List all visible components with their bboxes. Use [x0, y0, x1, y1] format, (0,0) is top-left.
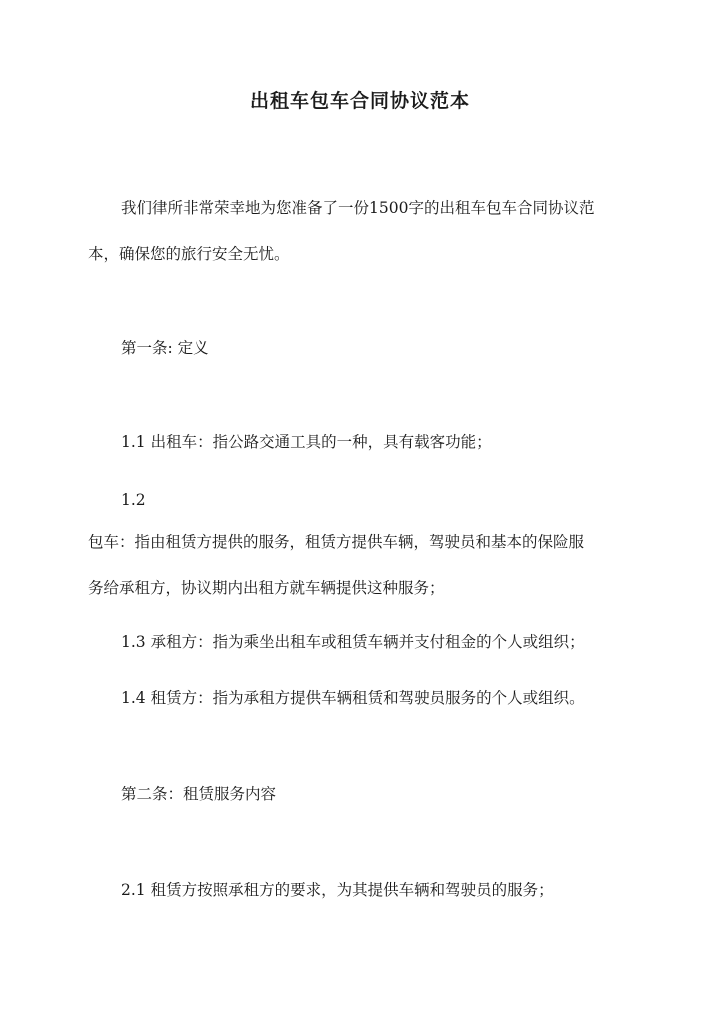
article-1-heading: 第一条: 定义: [121, 339, 209, 357]
intro-line-1: 我们律所非常荣幸地为您准备了一份1500字的出租车包车合同协议范: [121, 199, 595, 217]
clause-2-1: 2.1 租赁方按照承租方的要求，为其提供车辆和驾驶员的服务；: [121, 881, 554, 899]
clause-1-4: 1.4 租赁方：指为承租方提供车辆租赁和驾驶员服务的个人或组织。: [121, 689, 585, 707]
article-2-heading: 第二条：租赁服务内容: [121, 785, 277, 803]
clause-1-2-number: 1.2: [121, 491, 146, 509]
intro-line-2: 本，确保您的旅行安全无忧。: [88, 245, 290, 263]
clause-1-1: 1.1 出租车：指公路交通工具的一种，具有载客功能；: [121, 433, 492, 451]
clause-1-2-line-1: 包车：指由租赁方提供的服务，租赁方提供车辆，驾驶员和基本的保险服: [88, 533, 585, 551]
document-title: 出租车包车合同协议范本: [249, 90, 470, 112]
clause-1-3: 1.3 承租方：指为乘坐出租车或租赁车辆并支付租金的个人或组织；: [121, 633, 585, 651]
clause-1-2-line-2: 务给承租方，协议期内出租方就车辆提供这种服务；: [88, 579, 445, 597]
